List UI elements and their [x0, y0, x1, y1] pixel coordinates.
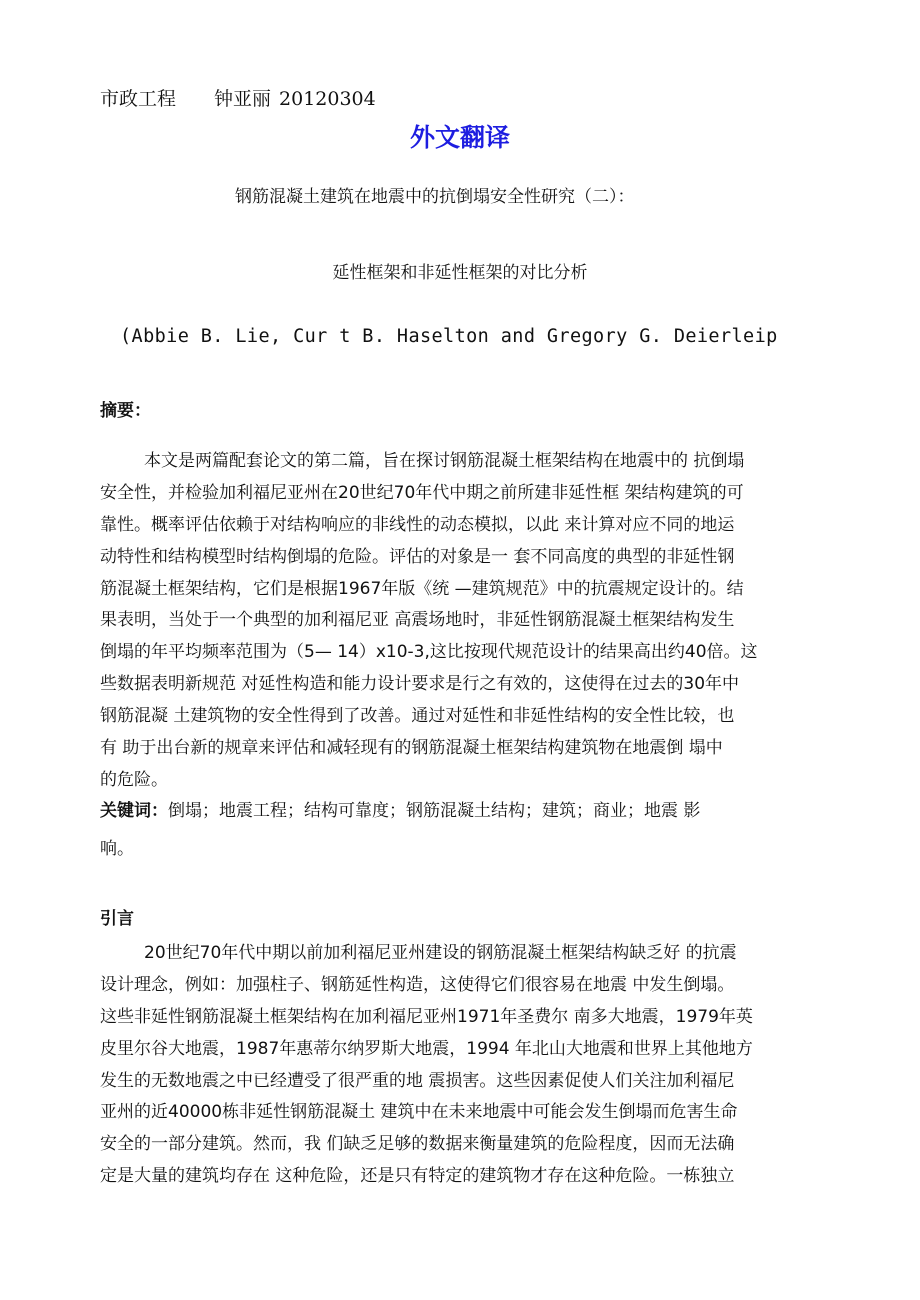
keywords-block	[100, 792, 860, 868]
header-line	[100, 84, 376, 111]
student-id: 20120304	[279, 88, 376, 110]
intro-line: 发生的无数地震之中已经遭受了很严重的地 震损害。这些因素促使人们关注加利福尼	[100, 1070, 735, 1091]
paper-authors: (Abbie B. Lie, Cur t B. Haseltоn and Gregory G. Deierleip	[120, 326, 778, 347]
keywords-line	[100, 792, 860, 830]
abstract-line: 筋混凝土框架结构，它们是根据1967年版《统 —建筑规范》中的抗震规定设计的。结	[100, 578, 744, 599]
major-name: 市政工程	[100, 88, 177, 110]
abstract-line: 动特性和结构模型时结构倒塌的危险。评估的对象是一 套不同高度的典型的非延性钢	[100, 546, 735, 567]
abstract-line: 钢筋混凝 土建筑物的安全性得到了改善。通过对延性和非延性结构的安全性比较，也	[100, 706, 735, 727]
abstract-line: 些数据表明新规范 对延性构造和能力设计要求是行之有效的，这使得在过去的30年中	[100, 674, 740, 695]
student-name: 钟亚丽	[214, 88, 272, 110]
main-title: 外文翻译	[409, 123, 510, 152]
abstract-line: 的危险。	[100, 769, 168, 790]
keywords-text: 倒塌；地震工程；结构可靠度；钢筋混凝土结构；建筑；商业；地震 影	[168, 801, 701, 821]
intro-line: 20世纪70年代中期以前加利福尼亚州建设的钢筋混凝土框架结构缺乏好 的抗震	[144, 943, 737, 963]
intro-line: 设计理念，例如：加强柱子、钢筋延性构造，这使得它们很容易在地震 中发生倒塌。	[100, 974, 735, 995]
paper-title: 钢筋混凝土建筑在地震中的抗倒塌安全性研究（二）：	[235, 187, 635, 207]
abstract-line: 安全性，并检验加利福尼亚州在20世纪70年代中期之前所建非延性框 架结构建筑的可	[100, 482, 744, 503]
keywords-line: 响。	[100, 839, 134, 859]
intro-line: 皮里尔谷大地震，1987年惠蒂尔纳罗斯大地震，1994 年北山大地震和世界上其他地方	[100, 1038, 753, 1059]
intro-line: 定是大量的建筑均存在 这种危险，还是只有特定的建筑物才存在这种危险。一栋独立	[100, 1166, 735, 1187]
intro-line: 安全的一部分建筑。然而，我 们缺乏足够的数据来衡量建筑的危险程度，因而无法确	[100, 1134, 735, 1155]
intro-line: 亚州的近40000栋非延性钢筋混凝土 建筑中在未来地震中可能会发生倒塌而危害生命	[100, 1102, 738, 1123]
introduction-paragraph	[100, 938, 860, 1193]
abstract-line: 倒塌的年平均频率范围为（5— 14）x10-3,这比按现代规范设计的结果高出约40倍。这	[100, 642, 758, 663]
abstract-line: 有 助于出台新的规章来评估和减轻现有的钢筋混凝土框架结构建筑物在地震倒 塌中	[100, 738, 723, 759]
abstract-line: 本文是两篇配套论文的第二篇，旨在探讨钢筋混凝土框架结构在地震中的 抗倒塌	[144, 451, 745, 471]
introduction-heading: 引言	[100, 909, 134, 929]
keywords-label: 关键词：	[100, 801, 168, 821]
abstract-line: 靠性。概率评估依赖于对结构响应的非线性的动态模拟，以此 来计算对应不同的地运	[100, 514, 735, 535]
abstract-heading: 摘要：	[100, 401, 151, 421]
abstract-paragraph	[100, 446, 860, 797]
paper-subtitle: 延性框架和非延性框架的对比分析	[332, 263, 588, 283]
abstract-line: 果表明，当处于一个典型的加利福尼亚 高震场地时，非延性钢筋混凝土框架结构发生	[100, 610, 735, 631]
intro-line: 这些非延性钢筋混凝土框架结构在加利福尼亚州1971年圣费尔 南多大地震，1979年英	[100, 1006, 753, 1027]
